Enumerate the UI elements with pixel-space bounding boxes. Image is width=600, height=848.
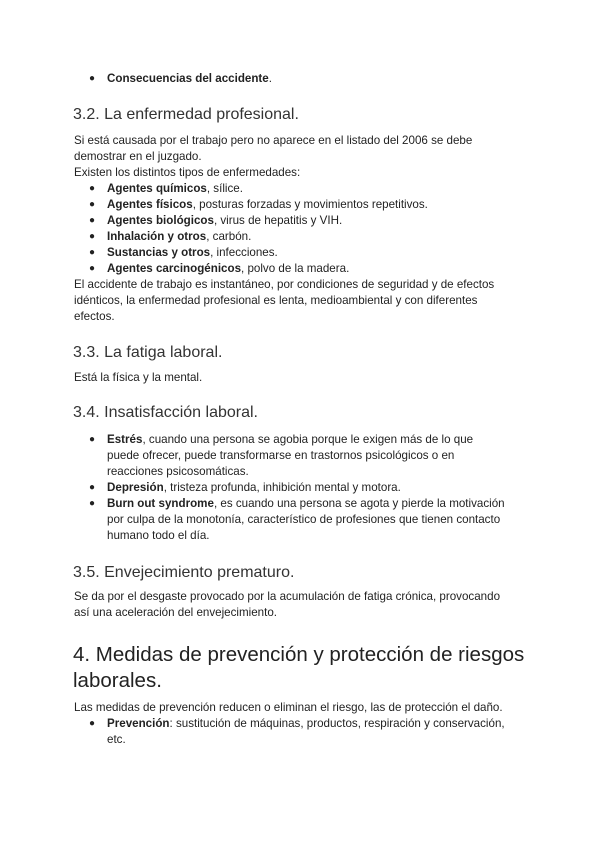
bullet-icon: ● [89,482,96,493]
bullet-icon: ● [89,247,96,258]
bullet-icon: ● [89,434,96,445]
bullet-icon: ● [89,215,96,226]
list-item: ● Burn out syndrome, es cuando una persona se agota y pierde la motivación por culpa de la monotonía, característico de profesiones que tienen contacto humano todo el día. [89,497,505,542]
list-item: ● Consecuencias del accidente. [89,72,272,85]
chapter-heading-4: 4. Medidas de prevención y protección de riesgos laborales. [73,643,525,692]
dissatisfaction-list [89,432,529,544]
paragraph: El accidente de trabajo es instantáneo, por condiciones de seguridad y de efectos idénticos, la enfermedad profesional es lenta, medioambiental y con diferentes efectos. [74,278,495,323]
section-heading-3-3: 3.3. La fatiga laboral. [73,344,223,361]
paragraph: Se da por el desgaste provocado por la acumulación de fatiga crónica, provocando así una aceleración del envejecimiento. [74,590,501,619]
bullet-icon: ● [89,718,96,729]
list-item: ● Agentes biológicos, virus de hepatitis y VIH. [89,214,343,227]
list-item: ● Agentes físicos, posturas forzadas y movimientos repetitivos. [89,198,428,211]
list-item: ● Agentes químicos, sílice. [89,182,243,195]
list-item: ● Prevención: sustitución de máquinas, productos, respiración y conservación, etc. [89,717,505,746]
bullet-icon: ● [89,199,96,210]
bullet-icon: ● [89,498,96,509]
paragraph: Si está causada por el trabajo pero no aparece en el listado del 2006 se debe demostrar en el juzgado. Existen los distintos tipos de enfermedades: [74,134,473,179]
bullet-icon: ● [89,231,96,242]
bullet-icon: ● [89,263,96,274]
list-item: ● Estrés, cuando una persona se agobia porque le exigen más de lo que puede ofrecer, puede transformarse en trastornos psicológicos o en reacciones psicosomáticas. [89,433,474,478]
section-heading-3-5: 3.5. Envejecimiento prematuro. [73,564,295,581]
bullet-icon: ● [89,73,96,84]
list-item: ● Sustancias y otros, infecciones. [89,246,278,259]
prevention-list [89,716,529,748]
list-item: ● Agentes carcinogénicos, polvo de la madera. [89,262,350,275]
paragraph: Está la física y la mental. [74,371,203,384]
paragraph: Las medidas de prevención reducen o eliminan el riesgo, las de protección el daño. [74,701,503,714]
list-item: ● Inhalación y otros, carbón. [89,230,252,243]
bullet-icon: ● [89,183,96,194]
section-heading-3-2: 3.2. La enfermedad profesional. [73,106,299,123]
bullet-list-top [89,71,529,87]
list-item: ● Depresión, tristeza profunda, inhibición mental y motora. [89,481,401,494]
section-heading-3-4: 3.4. Insatisfacción laboral. [73,404,258,421]
disease-types-list [89,181,529,277]
